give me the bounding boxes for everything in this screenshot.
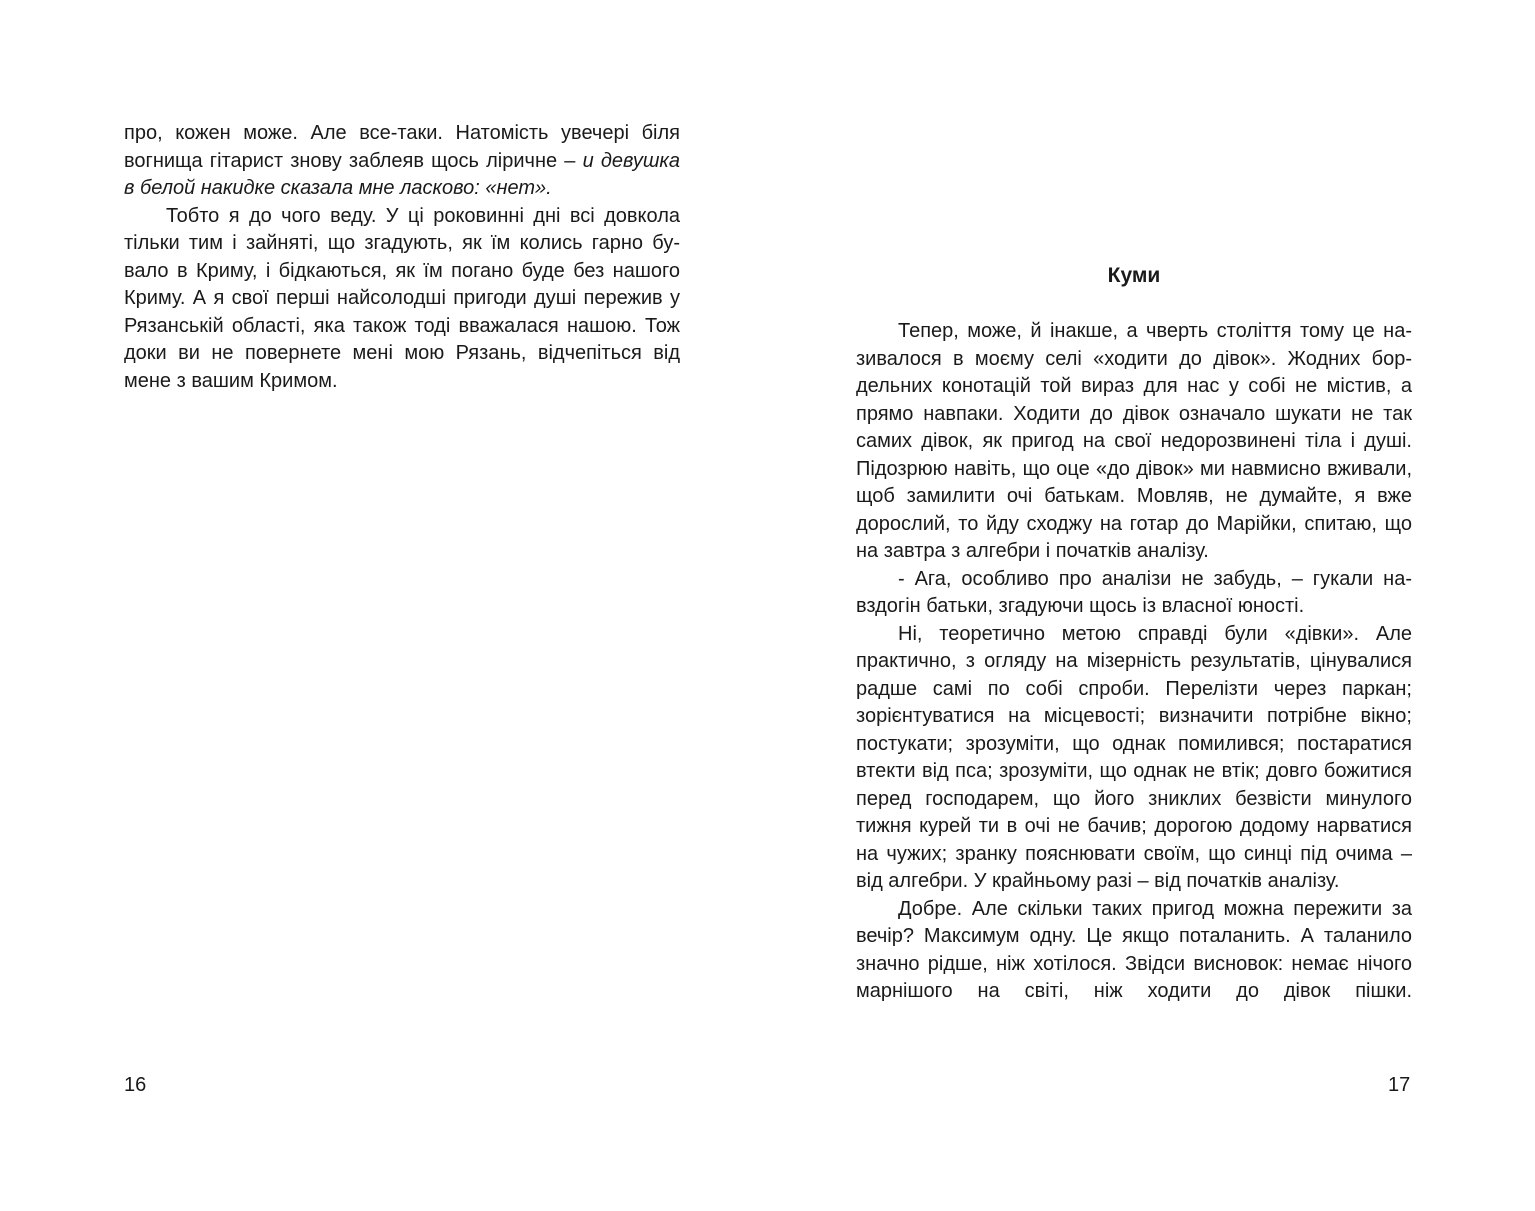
right-page-text: [856, 318, 1412, 1006]
right-paragraph-3: Ні, теоретично метою справді були «дівки». Але практично, з огляду на мізерність результатів, цінувалися радше самі по собі спроби. Перелізти через паркан; зорієнтуватися на місцевості; визначити потрібне вікно; постукати; зрозуміти, що однак помилився; постаратися втекти від пса; зрозуміти, що однак не втік; довго божитися перед господарем, що його зниклих безвісти минулого тижня курей ти в очі не бачив; дорогою додому нарватися на чужих; зранку пояснювати своїм, що синці під очима – від алгебри. У крайньому разі – від початків аналізу.: [856, 622, 1412, 892]
page-number-left: 16: [124, 1074, 147, 1096]
chapter-title: Куми: [1107, 264, 1161, 287]
right-paragraph-4: Добре. Але скільки таких пригод можна пережити за вечір? Максимум одну. Це якщо поталанить. А таланило значно рідше, ніж хотілося. Звідси висновок: немає нічого марнішого на світі, ніж ходити до дівок пішки.: [856, 897, 1412, 1002]
left-paragraph-1: [124, 120, 680, 203]
left-page-text: [124, 120, 680, 395]
page-number-right: 17: [1388, 1074, 1411, 1096]
right-paragraph-1: Тепер, може, й інакше, а чверть століття тому це називалося в моєму селі «ходити до дівок». Жодних бордельних конотацій той вираз для нас у собі не містив, а прямо навпаки. Ходити до дівок означало шукати не так самих дівок, як пригод на свої недорозвинені тіла і душі. Підозрюю навіть, що оце «до дівок» ми навмисно вживали, щоб замилити очі батькам. Мовляв, не думайте, я вже дорослий, то йду сходжу на готар до Марійки, спитаю, що на завтра з алгебри і початків аналізу.: [856, 320, 1412, 562]
left-paragraph-2: Тобто я до чого веду. У ці роковинні дні всі довкола тільки тим і зайняті, що згадують, як їм колись гарно бувало в Криму, і бідкаються, як їм погано буде без нашого Криму. А я свої перші найсолодші пригоди душі пережив у Рязанській області, яка також тоді вважалася нашою. Тож доки ви не повернете мені мою Рязань, відчепіться від мене з вашим Кримом.: [124, 204, 680, 392]
left-paragraph-1-italic-quote: и девушка в белой накидке сказала мне ласково: «нет».: [124, 149, 680, 199]
right-paragraph-2: - Ага, особливо про аналізи не забудь, – гукали навздогін батьки, згадуючи щось із власної юності.: [856, 567, 1412, 617]
right-page: [768, 0, 1535, 1211]
left-paragraph-1-text: про, кожен може. Але все-таки. Натомість увечері біля вогнища гітарист знову заблеяв щось ліричне –: [124, 122, 680, 172]
